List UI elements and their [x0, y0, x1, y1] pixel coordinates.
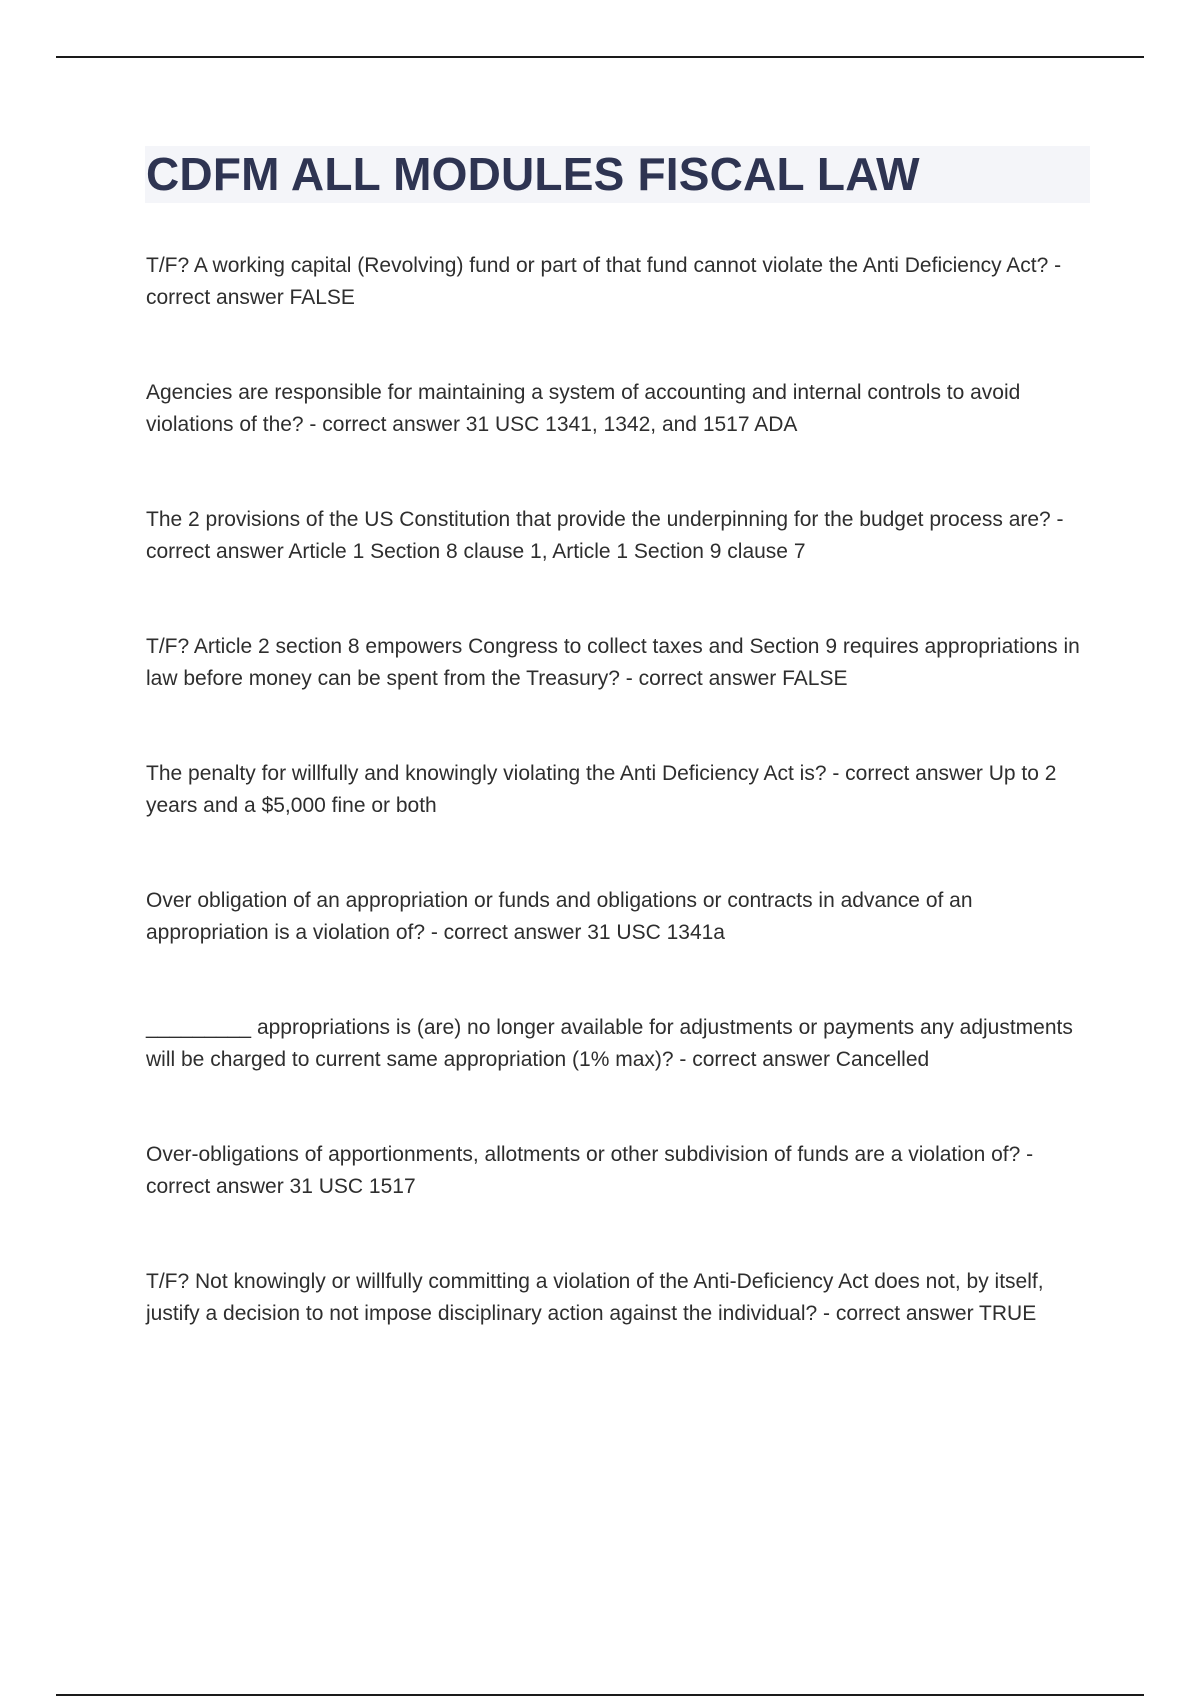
qa-item: Over-obligations of apportionments, allotments or other subdivision of funds are a violation of? - correct answer 31 USC 1517: [146, 1143, 1034, 1198]
page-title: CDFM ALL MODULES FISCAL LAW: [146, 148, 920, 200]
qa-item: _________ appropriations is (are) no longer available for adjustments or payments any adjustments will be charged to current same appropriation (1% max)? - correct answer Cancelled: [146, 1016, 1073, 1071]
header-rule: [56, 56, 1144, 58]
qa-item: The penalty for willfully and knowingly violating the Anti Deficiency Act is? - correct answer Up to 2 years and a $5,000 fine or both: [146, 762, 1057, 817]
qa-item: T/F? Not knowingly or willfully committing a violation of the Anti-Deficiency Act does not, by itself, justify a decision to not impose disciplinary action against the individual? - correct answer TRUE: [146, 1270, 1044, 1325]
qa-item: The 2 provisions of the US Constitution that provide the underpinning for the budget process are? - correct answer Article 1 Section 8 clause 1, Article 1 Section 9 clause 7: [146, 508, 1064, 563]
qa-item: Over obligation of an appropriation or funds and obligations or contracts in advance of an appropriation is a violation of? - correct answer 31 USC 1341a: [146, 889, 973, 944]
qa-item: T/F? Article 2 section 8 empowers Congress to collect taxes and Section 9 requires appropriations in law before money can be spent from the Treasury? - correct answer FALSE: [146, 635, 1080, 690]
qa-item: Agencies are responsible for maintaining a system of accounting and internal controls to avoid violations of the? - correct answer 31 USC 1341, 1342, and 1517 ADA: [146, 381, 1021, 436]
qa-item: T/F? A working capital (Revolving) fund or part of that fund cannot violate the Anti Deficiency Act? - correct answer FALSE: [146, 254, 1062, 309]
question-answer-list: [146, 250, 1091, 1393]
footer-rule: [56, 1694, 1144, 1696]
